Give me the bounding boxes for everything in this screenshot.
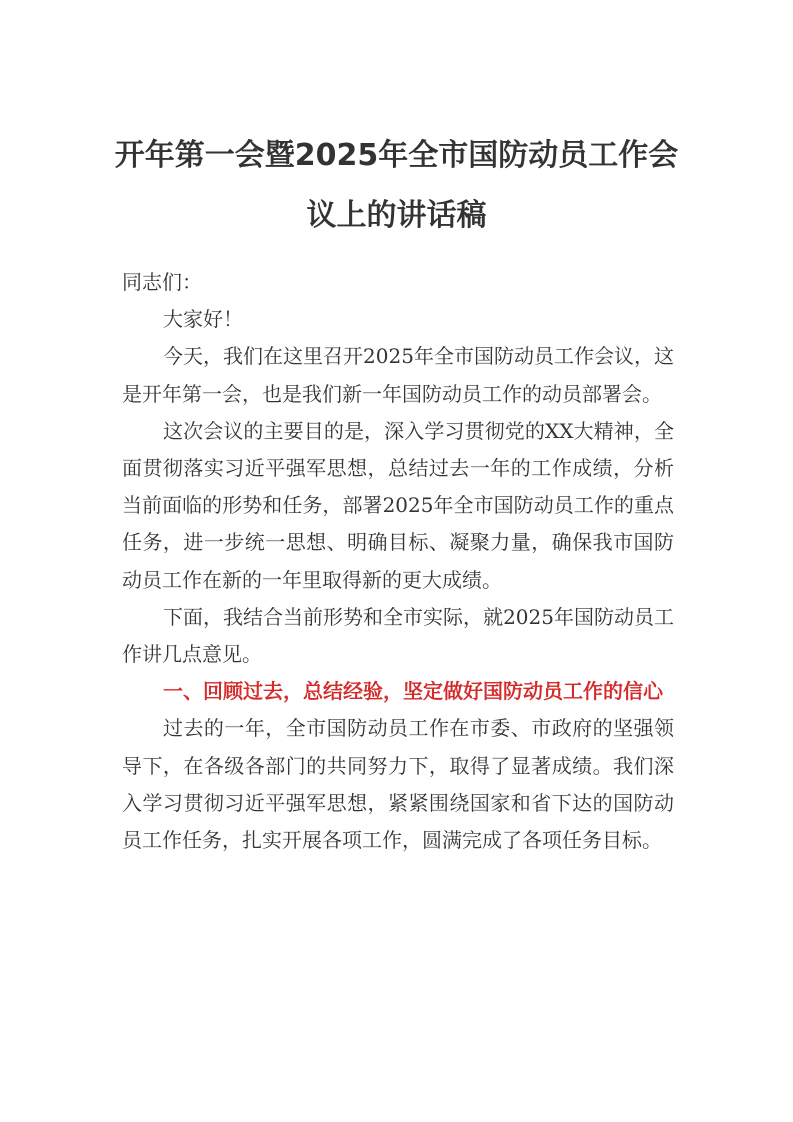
section-heading: 一、回顾过去，总结经验，坚定做好国防动员工作的信心 [163, 679, 663, 704]
paragraph-review: 过去的一年，全市国防动员工作在市委、市政府的坚强领导下，在各级各部门的共同努力下，取得了显著成绩。我们深入学习贯彻习近平强军思想，紧紧围绕国家和省下达的国防动员工作任务，扎实开展各项工作，圆满完成了各项任务目标。 [122, 716, 674, 853]
paragraph-greeting: 大家好！ [163, 307, 243, 332]
document-title-line-1: 开年第一会暨2025年全市国防动员工作会 [114, 138, 679, 173]
paragraph-purpose: 这次会议的主要目的是，深入学习贯彻党的XX大精神，全面贯彻落实习近平强军思想，总结过去一年的工作成绩，分析当前面临的形势和任务，部署2025年全市国防动员工作的重点任务，进一步统一思想、明确目标、凝聚力量，确保我市国防动员工作在新的一年里取得新的更大成绩。 [122, 418, 674, 592]
document-body [122, 264, 674, 859]
document-title-line-2: 议上的讲话稿 [306, 198, 487, 233]
salutation: 同志们： [122, 270, 202, 294]
paragraph-intro: 今天，我们在这里召开2025年全市国防动员工作会议，这是开年第一会，也是我们新一年国防动员工作的动员部署会。 [122, 344, 674, 406]
paragraph-outline: 下面，我结合当前形势和全市实际，就2025年国防动员工作讲几点意见。 [122, 604, 674, 667]
